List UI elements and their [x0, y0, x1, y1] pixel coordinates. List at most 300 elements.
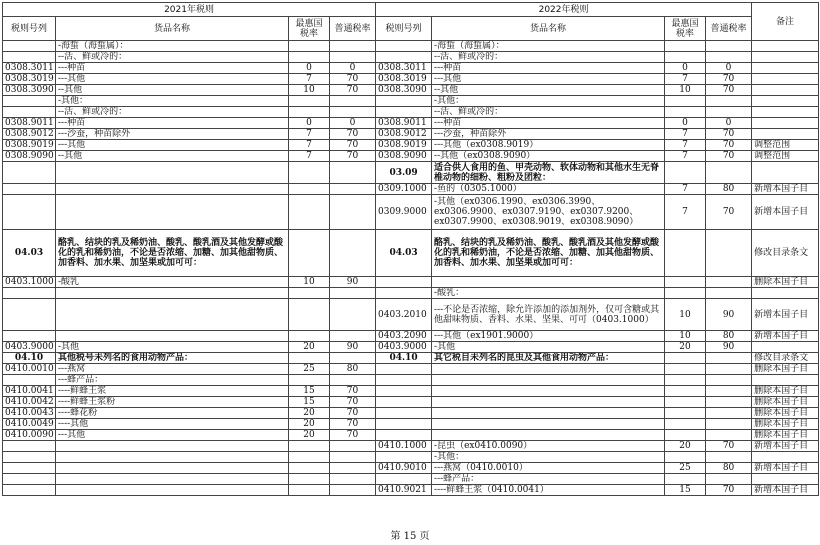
cell-name-2021: -酸乳: [56, 277, 289, 288]
cell-code-2022: [376, 408, 432, 419]
table-row: [3, 230, 819, 277]
cell-name-2021: [56, 195, 289, 230]
cell-mfn-2022: 7: [665, 151, 706, 162]
table-row: [3, 162, 819, 184]
cell-name-2021: [56, 299, 289, 331]
cell-note: 新增本国子目: [752, 184, 819, 195]
cell-name-2021: --活、鲜或冷的：: [56, 52, 289, 63]
cell-general-2021: [330, 375, 376, 386]
cell-name-2022: ---其他: [432, 74, 665, 85]
header-name-2021: 货品名称: [56, 17, 289, 41]
cell-code-2021: [3, 485, 56, 496]
cell-mfn-2021: 7: [289, 151, 330, 162]
cell-code-2022: [376, 41, 432, 52]
page-number: 第 15 页: [390, 531, 430, 542]
cell-code-2021: [3, 162, 56, 184]
cell-name-2022: -其他：: [432, 96, 665, 107]
cell-name-2022: [432, 386, 665, 397]
cell-name-2021: ----鲜蜂王浆: [56, 386, 289, 397]
cell-general-2022: [706, 364, 752, 375]
cell-general-2021: [330, 288, 376, 299]
cell-mfn-2022: [665, 107, 706, 118]
cell-note: 删除本国子目: [752, 430, 819, 441]
table-row: [3, 364, 819, 375]
table-row: [3, 85, 819, 96]
cell-name-2021: ---其他: [56, 430, 289, 441]
cell-note: 删除本国子目: [752, 397, 819, 408]
cell-general-2022: [706, 41, 752, 52]
cell-mfn-2022: 0: [665, 63, 706, 74]
cell-name-2021: ---蜂产品：: [56, 375, 289, 386]
cell-code-2022: [376, 288, 432, 299]
cell-note: 新增本国子目: [752, 195, 819, 230]
cell-code-2022: 0308.3019: [376, 74, 432, 85]
cell-name-2021: ---沙蚕，种苗除外: [56, 129, 289, 140]
cell-general-2022: [706, 162, 752, 184]
cell-general-2021: 70: [330, 85, 376, 96]
cell-mfn-2022: [665, 288, 706, 299]
cell-general-2021: 70: [330, 140, 376, 151]
cell-general-2021: 0: [330, 118, 376, 129]
cell-note: [752, 52, 819, 63]
cell-mfn-2021: 0: [289, 118, 330, 129]
cell-mfn-2021: 0: [289, 63, 330, 74]
cell-mfn-2021: 20: [289, 342, 330, 353]
header-mfn-2021: 最惠国 税率: [289, 17, 330, 41]
cell-code-2021: [3, 452, 56, 463]
cell-general-2021: [330, 463, 376, 474]
cell-code-2021: 0308.3019: [3, 74, 56, 85]
cell-name-2022: ---其他（ex0308.9019）: [432, 140, 665, 151]
cell-note: 修改目录条文: [752, 353, 819, 364]
cell-general-2021: [330, 230, 376, 277]
cell-mfn-2022: [665, 96, 706, 107]
cell-code-2021: 0410.0043: [3, 408, 56, 419]
cell-name-2021: [56, 485, 289, 496]
cell-name-2021: ---种苗: [56, 118, 289, 129]
cell-general-2022: [706, 408, 752, 419]
cell-code-2021: [3, 96, 56, 107]
cell-mfn-2021: [289, 195, 330, 230]
cell-general-2021: 90: [330, 342, 376, 353]
cell-mfn-2022: 10: [665, 299, 706, 331]
cell-general-2021: [330, 52, 376, 63]
cell-general-2021: [330, 331, 376, 342]
cell-note: 新增本国子目: [752, 463, 819, 474]
cell-code-2021: 0410.0010: [3, 364, 56, 375]
cell-general-2022: [706, 353, 752, 364]
cell-code-2021: 0308.9019: [3, 140, 56, 151]
cell-mfn-2022: [665, 277, 706, 288]
cell-name-2022: ---沙蚕，种苗除外: [432, 129, 665, 140]
cell-mfn-2022: 15: [665, 485, 706, 496]
cell-code-2022: [376, 375, 432, 386]
cell-code-2021: [3, 299, 56, 331]
table-row: [3, 288, 819, 299]
cell-general-2022: 70: [706, 74, 752, 85]
cell-general-2022: [706, 52, 752, 63]
cell-note: 删除本国子目: [752, 386, 819, 397]
cell-note: [752, 162, 819, 184]
cell-code-2022: 0410.9010: [376, 463, 432, 474]
cell-code-2022: [376, 96, 432, 107]
cell-code-2022: 0403.9000: [376, 342, 432, 353]
cell-note: 新增本国子目: [752, 485, 819, 496]
cell-general-2022: [706, 430, 752, 441]
cell-name-2021: ----蜂花粉: [56, 408, 289, 419]
cell-general-2022: 0: [706, 63, 752, 74]
cell-general-2021: [330, 353, 376, 364]
cell-note: [752, 41, 819, 52]
cell-note: 修改目录条文: [752, 230, 819, 277]
cell-mfn-2021: 15: [289, 386, 330, 397]
cell-mfn-2021: 7: [289, 140, 330, 151]
cell-code-2022: 04.10: [376, 353, 432, 364]
table-row: [3, 195, 819, 230]
table-row: [3, 331, 819, 342]
table-row: [3, 52, 819, 63]
cell-mfn-2021: [289, 184, 330, 195]
cell-general-2021: [330, 441, 376, 452]
cell-code-2022: 0308.9011: [376, 118, 432, 129]
cell-mfn-2021: [289, 230, 330, 277]
cell-general-2021: 70: [330, 74, 376, 85]
table-row: [3, 118, 819, 129]
cell-mfn-2022: [665, 230, 706, 277]
cell-mfn-2021: 15: [289, 397, 330, 408]
cell-note: 删除本国子目: [752, 419, 819, 430]
cell-code-2022: [376, 419, 432, 430]
cell-code-2021: 0308.9090: [3, 151, 56, 162]
cell-mfn-2021: [289, 452, 330, 463]
header-general-2022: 普通税率: [706, 17, 752, 41]
cell-mfn-2021: [289, 463, 330, 474]
cell-mfn-2022: 7: [665, 129, 706, 140]
cell-mfn-2022: 0: [665, 118, 706, 129]
cell-code-2021: [3, 184, 56, 195]
cell-note: 调整范围: [752, 151, 819, 162]
cell-name-2022: --活、鲜或冷的：: [432, 107, 665, 118]
cell-mfn-2021: [289, 96, 330, 107]
cell-general-2022: [706, 107, 752, 118]
cell-code-2021: [3, 52, 56, 63]
cell-mfn-2022: [665, 419, 706, 430]
cell-name-2021: --其他: [56, 151, 289, 162]
cell-name-2022: [432, 277, 665, 288]
cell-name-2022: --其他: [432, 85, 665, 96]
cell-general-2022: 70: [706, 485, 752, 496]
cell-name-2021: 酪乳、结块的乳及稀奶油、酸乳、酸乳酒及其他发酵或酸化的乳和稀奶油，不论是否浓缩、加糖、加其他甜物质、加香料、加水果、加坚果或加可可：: [56, 230, 289, 277]
cell-name-2021: ---种苗: [56, 63, 289, 74]
cell-general-2022: 90: [706, 342, 752, 353]
cell-mfn-2022: [665, 364, 706, 375]
cell-mfn-2021: 10: [289, 277, 330, 288]
cell-note: [752, 96, 819, 107]
cell-code-2022: 0403.2010: [376, 299, 432, 331]
cell-code-2021: 0410.0042: [3, 397, 56, 408]
cell-code-2022: [376, 107, 432, 118]
cell-name-2022: ---种苗: [432, 63, 665, 74]
cell-mfn-2021: 20: [289, 408, 330, 419]
cell-code-2022: [376, 430, 432, 441]
cell-mfn-2022: [665, 452, 706, 463]
cell-name-2022: ---不论是否浓缩，除允许添加的添加剂外，仅可含糖或其他甜味物质、香料、水果、坚果、可可（0403.1000）: [432, 299, 665, 331]
cell-general-2021: 70: [330, 419, 376, 430]
cell-note: [752, 342, 819, 353]
table-row: [3, 140, 819, 151]
cell-mfn-2022: [665, 353, 706, 364]
cell-mfn-2021: [289, 331, 330, 342]
cell-general-2022: 70: [706, 129, 752, 140]
cell-mfn-2022: 20: [665, 441, 706, 452]
table-row: [3, 107, 819, 118]
cell-name-2021: ----鲜蜂王浆粉: [56, 397, 289, 408]
cell-note: 新增本国子目: [752, 331, 819, 342]
cell-mfn-2021: 7: [289, 74, 330, 85]
cell-code-2021: [3, 375, 56, 386]
cell-general-2022: 80: [706, 463, 752, 474]
cell-general-2021: 70: [330, 129, 376, 140]
table-row: [3, 151, 819, 162]
cell-code-2021: [3, 195, 56, 230]
cell-general-2021: [330, 162, 376, 184]
table-row: [3, 474, 819, 485]
cell-code-2022: [376, 386, 432, 397]
table-row: [3, 463, 819, 474]
cell-name-2022: --活、鲜或冷的：: [432, 52, 665, 63]
cell-mfn-2021: 10: [289, 85, 330, 96]
cell-name-2022: 酪乳、结块的乳及稀奶油、酸乳、酸乳酒及其他发酵或酸化的乳和稀奶油，不论是否浓缩、加糖、加其他甜物质、加香料、加水果、加坚果或加可可：: [432, 230, 665, 277]
cell-name-2022: --其他（ex0308.9090）: [432, 151, 665, 162]
cell-general-2022: [706, 419, 752, 430]
cell-name-2021: -海蜇（海蜇属）：: [56, 41, 289, 52]
cell-general-2021: [330, 299, 376, 331]
cell-general-2022: [706, 277, 752, 288]
cell-mfn-2022: [665, 375, 706, 386]
cell-name-2022: [432, 419, 665, 430]
cell-general-2021: [330, 452, 376, 463]
cell-code-2021: 0308.3011: [3, 63, 56, 74]
header-notes: 备注: [752, 3, 819, 41]
cell-code-2022: 04.03: [376, 230, 432, 277]
cell-code-2021: [3, 288, 56, 299]
cell-name-2021: ---燕窝: [56, 364, 289, 375]
cell-general-2022: 70: [706, 151, 752, 162]
cell-code-2022: 0410.1000: [376, 441, 432, 452]
table-row: [3, 74, 819, 85]
cell-mfn-2021: [289, 52, 330, 63]
cell-mfn-2022: [665, 474, 706, 485]
cell-name-2021: --其他: [56, 85, 289, 96]
tariff-comparison-table: [2, 2, 819, 496]
cell-name-2022: -其他（ex0306.1990、ex0306.3990、ex0306.9900、ex0307.9190、ex0307.9200、ex0307.9900、ex0308.9019、ex0308.9090）: [432, 195, 665, 230]
cell-name-2022: ---种苗: [432, 118, 665, 129]
cell-general-2022: [706, 96, 752, 107]
cell-code-2021: [3, 463, 56, 474]
cell-name-2021: --活、鲜或冷的：: [56, 107, 289, 118]
cell-mfn-2021: [289, 107, 330, 118]
cell-general-2022: [706, 386, 752, 397]
cell-general-2022: [706, 375, 752, 386]
cell-general-2022: [706, 230, 752, 277]
cell-note: [752, 118, 819, 129]
cell-mfn-2022: [665, 408, 706, 419]
cell-mfn-2022: 7: [665, 74, 706, 85]
cell-code-2022: 0308.3090: [376, 85, 432, 96]
cell-mfn-2021: [289, 41, 330, 52]
table-row: [3, 299, 819, 331]
cell-mfn-2022: 10: [665, 85, 706, 96]
cell-code-2022: [376, 277, 432, 288]
cell-code-2021: [3, 41, 56, 52]
cell-code-2022: 0309.1000: [376, 184, 432, 195]
table-row: [3, 485, 819, 496]
cell-name-2022: -鱼的（0305.1000）: [432, 184, 665, 195]
cell-name-2021: ---其他: [56, 74, 289, 85]
cell-general-2022: 90: [706, 299, 752, 331]
header-general-2021: 普通税率: [330, 17, 376, 41]
header-2021-tariff: 2021年税则: [3, 3, 376, 17]
cell-name-2022: -其他：: [432, 452, 665, 463]
header-name-2022: 货品名称: [432, 17, 665, 41]
cell-general-2021: [330, 485, 376, 496]
cell-mfn-2022: [665, 52, 706, 63]
cell-mfn-2022: [665, 430, 706, 441]
cell-code-2022: [376, 474, 432, 485]
cell-mfn-2022: 20: [665, 342, 706, 353]
cell-general-2022: [706, 288, 752, 299]
cell-code-2021: 0308.3090: [3, 85, 56, 96]
cell-code-2022: 0309.9000: [376, 195, 432, 230]
cell-note: [752, 107, 819, 118]
table-row: [3, 397, 819, 408]
cell-name-2021: [56, 474, 289, 485]
cell-code-2022: 0308.9012: [376, 129, 432, 140]
cell-name-2021: 其他税号未列名的食用动物产品：: [56, 353, 289, 364]
cell-note: [752, 375, 819, 386]
table-row: [3, 96, 819, 107]
cell-general-2021: [330, 96, 376, 107]
cell-mfn-2022: 7: [665, 184, 706, 195]
cell-general-2022: 70: [706, 441, 752, 452]
cell-general-2021: 0: [330, 63, 376, 74]
table-row: [3, 419, 819, 430]
cell-mfn-2021: [289, 474, 330, 485]
cell-name-2021: [56, 452, 289, 463]
cell-general-2022: [706, 474, 752, 485]
cell-name-2022: -其他: [432, 342, 665, 353]
cell-general-2022: 80: [706, 184, 752, 195]
cell-code-2022: [376, 397, 432, 408]
cell-general-2021: 70: [330, 430, 376, 441]
cell-general-2022: 80: [706, 331, 752, 342]
cell-name-2022: ---蜂产品：: [432, 474, 665, 485]
cell-note: 调整范围: [752, 140, 819, 151]
cell-mfn-2021: [289, 353, 330, 364]
cell-name-2021: -其他: [56, 342, 289, 353]
cell-name-2022: [432, 397, 665, 408]
table-row: [3, 452, 819, 463]
header-code-2022: 税则号列: [376, 17, 432, 41]
cell-note: [752, 288, 819, 299]
header-mfn-2022: 最惠国 税率: [665, 17, 706, 41]
cell-code-2021: [3, 441, 56, 452]
cell-general-2021: 90: [330, 277, 376, 288]
table-row: [3, 441, 819, 452]
cell-note: 新增本国子目: [752, 441, 819, 452]
cell-code-2021: 0403.9000: [3, 342, 56, 353]
cell-general-2021: [330, 184, 376, 195]
cell-mfn-2022: 25: [665, 463, 706, 474]
cell-note: 删除本国子目: [752, 408, 819, 419]
cell-note: [752, 474, 819, 485]
cell-code-2022: 03.09: [376, 162, 432, 184]
cell-general-2021: [330, 474, 376, 485]
cell-name-2021: ----其他: [56, 419, 289, 430]
cell-name-2022: -酸乳：: [432, 288, 665, 299]
cell-mfn-2022: [665, 386, 706, 397]
cell-mfn-2022: [665, 41, 706, 52]
cell-code-2022: 0308.3011: [376, 63, 432, 74]
cell-name-2021: [56, 162, 289, 184]
cell-mfn-2022: 7: [665, 195, 706, 230]
cell-name-2021: [56, 441, 289, 452]
table-body: [3, 41, 819, 496]
cell-code-2021: 0410.0090: [3, 430, 56, 441]
cell-code-2022: 0403.2090: [376, 331, 432, 342]
cell-name-2022: -昆虫（ex0410.0090）: [432, 441, 665, 452]
cell-mfn-2021: [289, 375, 330, 386]
cell-code-2022: [376, 452, 432, 463]
cell-note: 删除本国子目: [752, 364, 819, 375]
cell-name-2022: ---其他（ex1901.9000）: [432, 331, 665, 342]
cell-note: 删除本国子目: [752, 277, 819, 288]
cell-code-2022: [376, 52, 432, 63]
cell-general-2022: 0: [706, 118, 752, 129]
table-row: [3, 41, 819, 52]
cell-general-2021: [330, 195, 376, 230]
cell-code-2021: 0403.1000: [3, 277, 56, 288]
cell-name-2022: 适合供人食用的鱼、甲壳动物、软体动物和其他水生无脊椎动物的细粉、粗粉及团粒：: [432, 162, 665, 184]
cell-name-2021: [56, 184, 289, 195]
cell-mfn-2021: 20: [289, 419, 330, 430]
cell-name-2022: ---燕窝（0410.0010）: [432, 463, 665, 474]
cell-name-2022: [432, 364, 665, 375]
table-row: [3, 342, 819, 353]
table-row: [3, 386, 819, 397]
cell-mfn-2021: 25: [289, 364, 330, 375]
cell-mfn-2021: [289, 288, 330, 299]
cell-note: [752, 63, 819, 74]
cell-name-2022: [432, 375, 665, 386]
table-row: [3, 129, 819, 140]
cell-code-2021: 0410.0049: [3, 419, 56, 430]
cell-general-2021: 70: [330, 151, 376, 162]
cell-code-2021: [3, 107, 56, 118]
cell-code-2021: 04.03: [3, 230, 56, 277]
cell-name-2021: ---其他: [56, 140, 289, 151]
cell-code-2022: 0308.9019: [376, 140, 432, 151]
cell-general-2022: [706, 397, 752, 408]
cell-general-2022: 70: [706, 85, 752, 96]
cell-mfn-2022: [665, 397, 706, 408]
cell-code-2022: 0308.9090: [376, 151, 432, 162]
cell-general-2022: 70: [706, 195, 752, 230]
cell-name-2022: -海蜇（海蜇属）：: [432, 41, 665, 52]
cell-code-2021: [3, 331, 56, 342]
cell-mfn-2021: 20: [289, 430, 330, 441]
cell-code-2021: [3, 474, 56, 485]
